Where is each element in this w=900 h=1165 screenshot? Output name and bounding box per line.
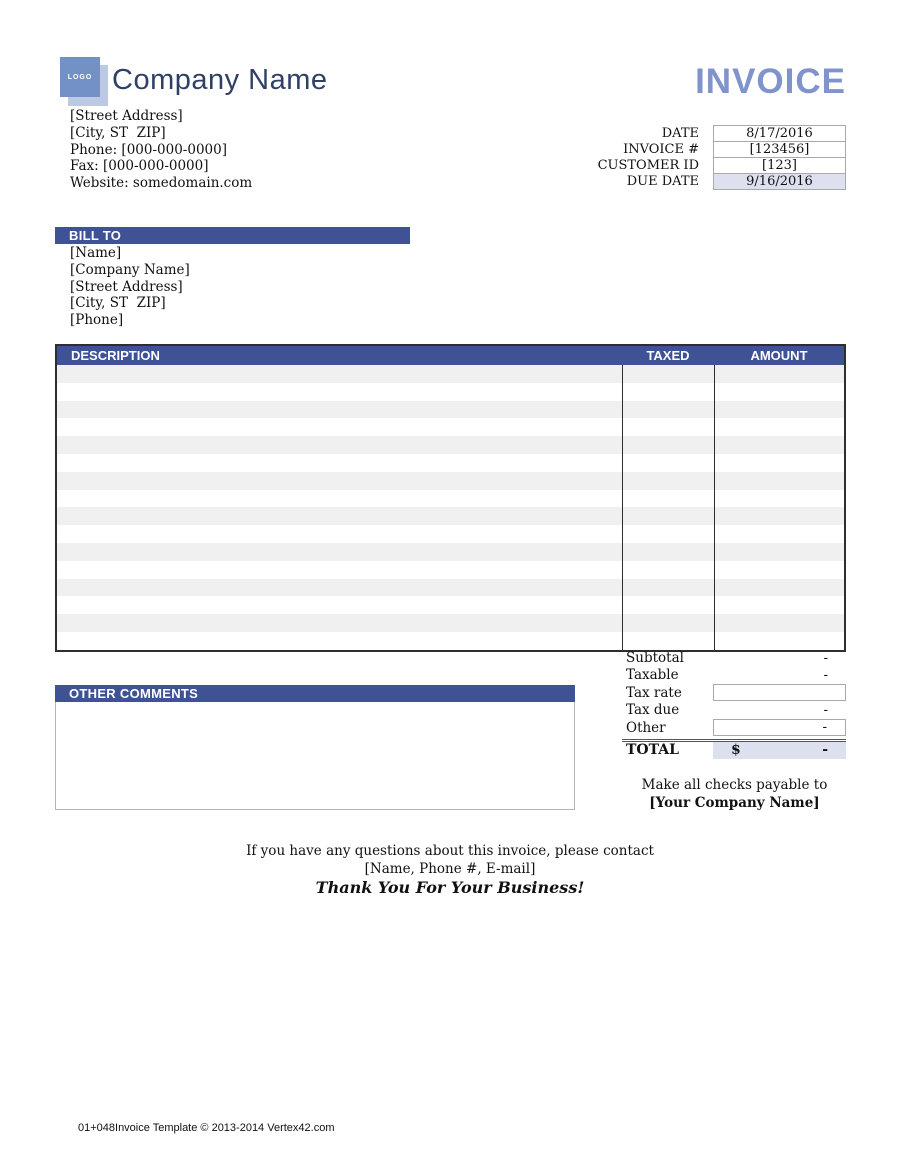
table-row[interactable] (57, 418, 844, 436)
totals-label: Tax rate (626, 684, 682, 701)
description-cell[interactable] (57, 490, 622, 508)
totals-row (622, 649, 846, 667)
column-header-taxed: TAXED (646, 348, 690, 363)
amount-cell[interactable] (714, 579, 844, 597)
taxed-cell[interactable] (622, 507, 714, 525)
invoice-meta-row (560, 125, 846, 142)
company-logo (60, 57, 100, 97)
other-comments-header: OTHER COMMENTS (55, 685, 575, 702)
table-row[interactable] (57, 365, 844, 383)
payable-line: Make all checks payable to (641, 777, 828, 793)
thank-you-line: Thank You For Your Business! (315, 878, 585, 897)
company-address-line: Fax: [000-000-0000] (70, 158, 209, 175)
grand-total-row (622, 739, 846, 759)
contact-line-1: If you have any questions about this invoice, please contact (246, 843, 654, 859)
taxed-cell[interactable] (622, 454, 714, 472)
bill-to-line: [Street Address] (70, 278, 183, 295)
invoice-meta-label: INVOICE # (623, 142, 699, 157)
payable-company-name: [Your Company Name] (649, 794, 820, 811)
totals-row (622, 667, 846, 685)
invoice-meta-label: DUE DATE (626, 174, 699, 189)
taxed-cell[interactable] (622, 472, 714, 490)
taxed-cell[interactable] (622, 401, 714, 419)
description-cell[interactable] (57, 596, 622, 614)
bill-to-header: BILL TO (55, 227, 410, 244)
line-items-header (57, 346, 844, 365)
taxed-cell[interactable] (622, 543, 714, 561)
amount-cell[interactable] (714, 507, 844, 525)
taxed-cell[interactable] (622, 490, 714, 508)
column-header-amount: AMOUNT (750, 348, 808, 363)
description-cell[interactable] (57, 614, 622, 632)
company-address-line: [City, ST ZIP] (70, 124, 166, 141)
table-row[interactable] (57, 632, 844, 650)
taxed-cell[interactable] (622, 383, 714, 401)
table-row[interactable] (57, 454, 844, 472)
description-cell[interactable] (57, 543, 622, 561)
grand-total-amount: - (822, 742, 828, 758)
currency-symbol: $ (731, 742, 741, 758)
description-cell[interactable] (57, 525, 622, 543)
table-row[interactable] (57, 472, 844, 490)
amount-cell[interactable] (714, 632, 844, 650)
description-cell[interactable] (57, 365, 622, 383)
invoice-meta-row (560, 173, 846, 190)
table-row[interactable] (57, 436, 844, 454)
invoice-title: INVOICE (695, 62, 846, 101)
company-address-line: Phone: [000-000-0000] (70, 141, 227, 158)
totals-section (622, 649, 846, 759)
table-row[interactable] (57, 525, 844, 543)
description-cell[interactable] (57, 561, 622, 579)
logo-text: LOGO (67, 73, 93, 81)
description-cell[interactable] (57, 507, 622, 525)
company-address-line: Website: somedomain.com (70, 175, 253, 192)
company-address (70, 108, 252, 192)
table-row[interactable] (57, 579, 844, 597)
contact-line-2: [Name, Phone #, E-mail] (364, 860, 536, 877)
bill-to-line: [City, ST ZIP] (70, 295, 166, 312)
description-cell[interactable] (57, 472, 622, 490)
description-cell[interactable] (57, 579, 622, 597)
invoice-meta-label: CUSTOMER ID (597, 158, 699, 173)
totals-rows (622, 649, 846, 737)
bill-to-block (70, 245, 190, 329)
totals-value: - (823, 649, 828, 666)
taxed-cell[interactable] (622, 436, 714, 454)
invoice-meta-value[interactable]: [123456] (713, 141, 846, 158)
amount-cell[interactable] (714, 418, 844, 436)
amount-cell[interactable] (714, 454, 844, 472)
totals-value: - (823, 702, 828, 719)
table-row[interactable] (57, 543, 844, 561)
amount-cell[interactable] (714, 561, 844, 579)
description-cell[interactable] (57, 401, 622, 419)
line-items-table (55, 344, 846, 652)
taxed-cell[interactable] (622, 579, 714, 597)
totals-label: Other (626, 719, 666, 736)
totals-value[interactable]: - (713, 719, 846, 736)
grand-total-value (713, 742, 846, 759)
taxed-cell[interactable] (622, 418, 714, 436)
amount-cell[interactable] (714, 365, 844, 383)
taxed-cell[interactable] (622, 596, 714, 614)
description-cell[interactable] (57, 383, 622, 401)
bill-to-line: [Phone] (70, 312, 124, 329)
table-row[interactable] (57, 507, 844, 525)
totals-value: - (823, 667, 828, 684)
company-name: Company Name (112, 64, 328, 96)
invoice-meta-value[interactable]: [123] (713, 157, 846, 174)
column-header-description: DESCRIPTION (71, 348, 160, 363)
table-row[interactable] (57, 614, 844, 632)
description-cell[interactable] (57, 454, 622, 472)
amount-cell[interactable] (714, 472, 844, 490)
invoice-meta-value[interactable]: 9/16/2016 (713, 173, 846, 190)
amount-cell[interactable] (714, 401, 844, 419)
table-row[interactable] (57, 490, 844, 508)
taxed-cell[interactable] (622, 525, 714, 543)
invoice-meta-label: DATE (661, 126, 699, 141)
amount-cell[interactable] (714, 490, 844, 508)
taxed-cell[interactable] (622, 365, 714, 383)
company-address-line: [Street Address] (70, 108, 183, 124)
amount-cell[interactable] (714, 596, 844, 614)
bill-to-line: [Name] (70, 245, 122, 261)
amount-cell[interactable] (714, 383, 844, 401)
invoice-meta-table (560, 125, 846, 190)
taxed-cell[interactable] (622, 632, 714, 650)
payable-note (612, 777, 857, 812)
taxed-cell[interactable] (622, 614, 714, 632)
invoice-meta-row (560, 157, 846, 174)
table-row[interactable] (57, 401, 844, 419)
description-cell[interactable] (57, 418, 622, 436)
template-credit: 01+048Invoice Template © 2013-2014 Vertex42.com (78, 1122, 335, 1134)
table-row[interactable] (57, 596, 844, 614)
totals-value[interactable] (713, 684, 846, 701)
totals-label: Tax due (626, 702, 680, 719)
amount-cell[interactable] (714, 525, 844, 543)
amount-cell[interactable] (714, 614, 844, 632)
table-row[interactable] (57, 561, 844, 579)
invoice-meta-row (560, 141, 846, 158)
totals-row (622, 702, 846, 720)
line-items-body (57, 365, 844, 650)
description-cell[interactable] (57, 436, 622, 454)
grand-total-label: TOTAL (626, 742, 679, 758)
table-row[interactable] (57, 383, 844, 401)
totals-label: Taxable (626, 667, 679, 684)
totals-row (622, 684, 846, 702)
amount-cell[interactable] (714, 543, 844, 561)
totals-label: Subtotal (626, 649, 684, 666)
invoice-meta-value[interactable]: 8/17/2016 (713, 125, 846, 142)
contact-note (0, 843, 900, 897)
other-comments-input[interactable] (55, 702, 575, 810)
taxed-cell[interactable] (622, 561, 714, 579)
totals-row (622, 719, 846, 737)
bill-to-line: [Company Name] (70, 261, 190, 278)
amount-cell[interactable] (714, 436, 844, 454)
description-cell[interactable] (57, 632, 622, 650)
